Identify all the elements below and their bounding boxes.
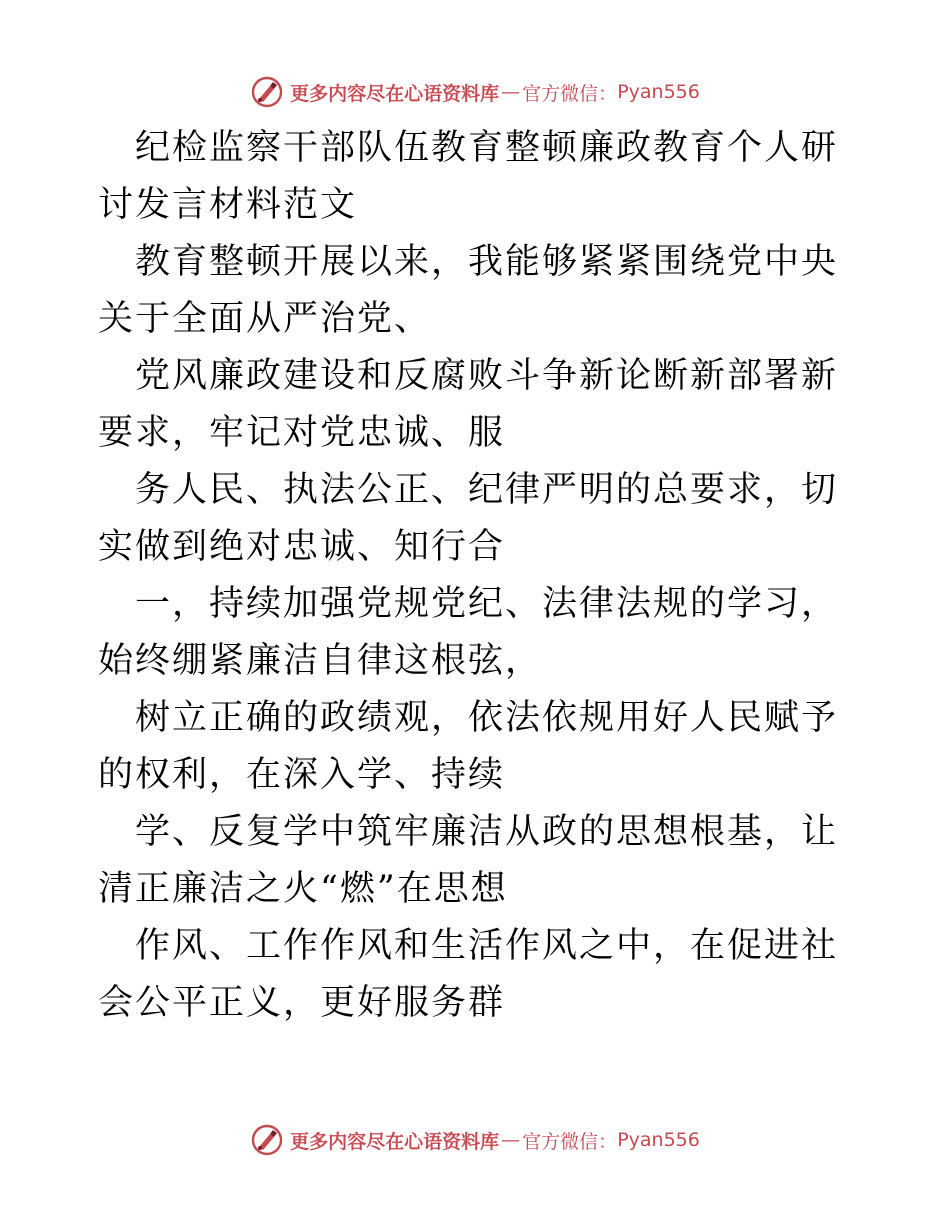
paragraph: 一，持续加强党规党纪、法律法规的学习，始终绷紧廉洁自律这根弦， <box>98 584 839 681</box>
footer-watermark <box>0 1120 950 1160</box>
pen-ink-logo-icon <box>250 1123 284 1157</box>
watermark-separator: — <box>501 81 521 103</box>
paragraph: 教育整顿开展以来，我能够紧紧围绕党中央关于全面从严治党、 <box>98 242 839 339</box>
watermark-brand: 更多内容尽在心语资料库 <box>290 82 500 105</box>
paragraph: 树立正确的政绩观，依法依规用好人民赋予的权利，在深入学、持续 <box>98 698 839 795</box>
watermark-label: 官方微信： <box>522 82 618 105</box>
watermark-account: Pyan556 <box>617 81 700 103</box>
paragraph: 党风廉政建设和反腐败斗争新论断新部署新要求，牢记对党忠诚、服 <box>98 356 839 453</box>
document-title: 纪检监察干部队伍教育整顿廉政教育个人研讨发言材料范文 <box>98 128 839 225</box>
header-watermark <box>0 72 950 112</box>
paragraph: 作风、工作作风和生活作风之中，在促进社会公平正义，更好服务群 <box>98 926 839 1023</box>
document-body <box>98 120 858 1032</box>
watermark-account: Pyan556 <box>617 1129 700 1151</box>
paragraph: 务人民、执法公正、纪律严明的总要求，切实做到绝对忠诚、知行合 <box>98 470 839 567</box>
paragraph: 学、反复学中筑牢廉洁从政的思想根基，让清正廉洁之火“燃”在思想 <box>98 812 839 909</box>
watermark-label: 官方微信： <box>522 1130 618 1153</box>
watermark-separator: — <box>501 1129 521 1151</box>
pen-ink-logo-icon <box>250 75 284 109</box>
watermark-brand: 更多内容尽在心语资料库 <box>290 1130 500 1153</box>
